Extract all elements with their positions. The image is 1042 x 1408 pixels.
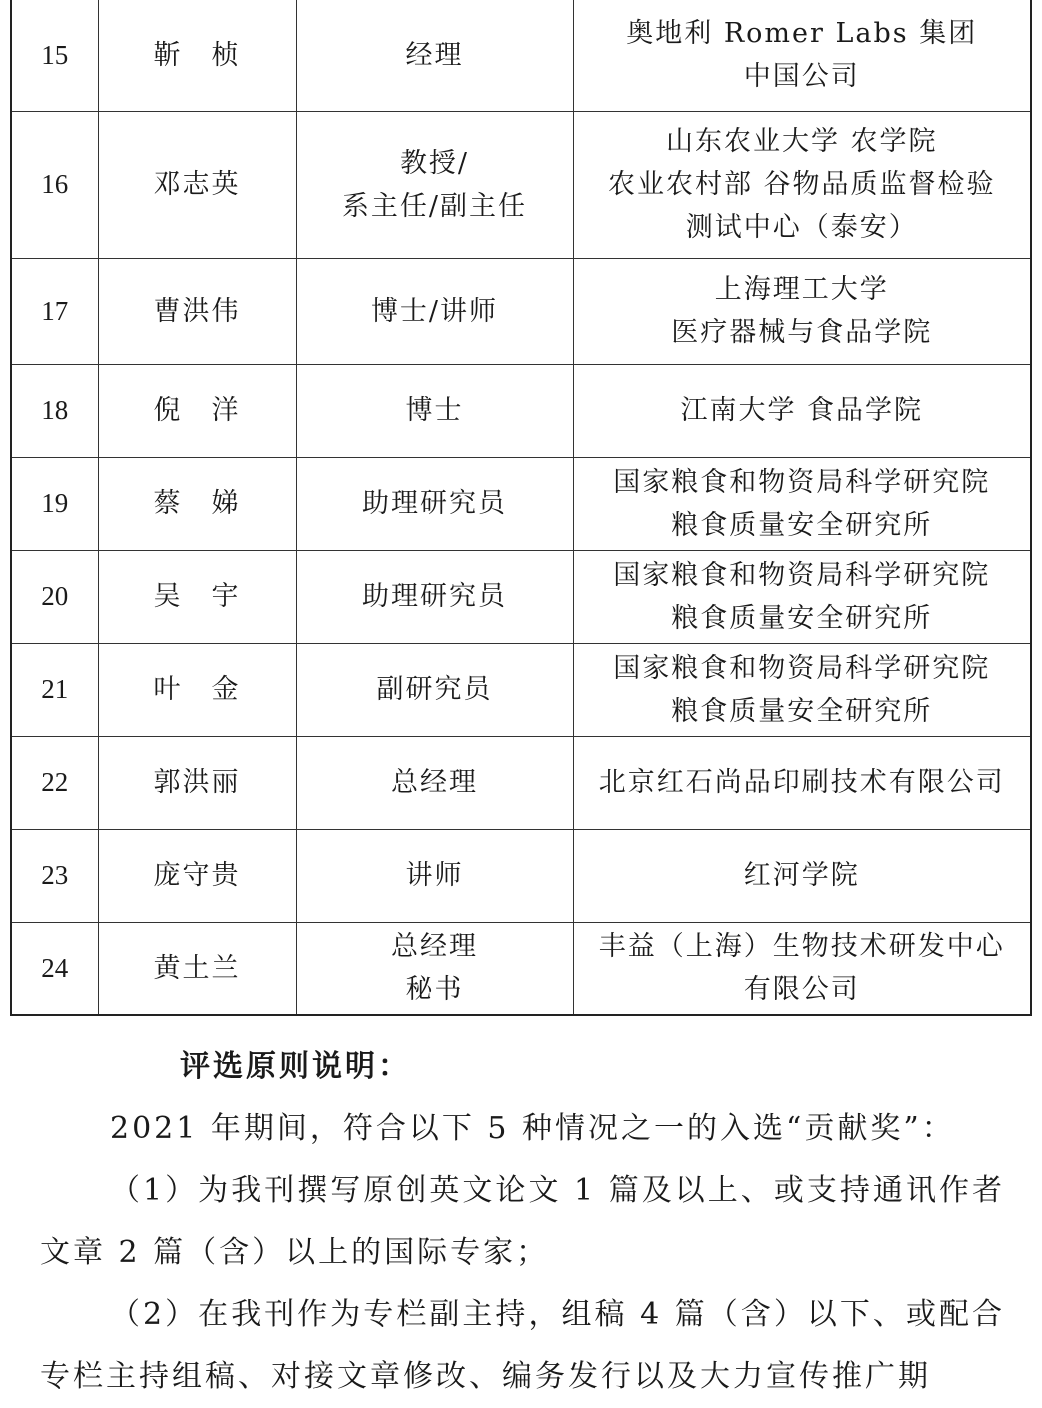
organization-line: 粮食质量安全研究所	[671, 509, 933, 541]
title-line: 博士	[405, 395, 464, 426]
organization-line: 奥地利 Romer Labs 集团	[626, 18, 978, 50]
organization-line: 农业农村部 谷物品质监督检验	[607, 169, 996, 200]
organization-line: 粮食质量安全研究所	[671, 602, 933, 634]
row-number: 15	[11, 0, 98, 111]
table-row	[11, 0, 1031, 111]
notes-paragraph: （2）在我刊作为专栏副主持，组稿 4 篇（含）以下、或配合专栏主持组稿、对接文章修改、编务发行以及大力宣传推广期	[40, 1297, 1005, 1394]
organization-line: 北京红石尚品印刷技术有限公司	[598, 767, 1005, 798]
organization-line: 国家粮食和物资局科学研究院	[613, 559, 991, 591]
person-title	[296, 829, 573, 922]
person-title	[296, 364, 573, 457]
person-name: 倪 洋	[98, 364, 296, 457]
title-line: 系主任/副主任	[341, 190, 528, 222]
row-number: 17	[11, 258, 98, 364]
table-row	[11, 550, 1031, 643]
person-title	[296, 111, 573, 258]
person-name: 吴 宇	[98, 550, 296, 643]
table-row	[11, 829, 1031, 922]
title-line: 总经理	[391, 931, 478, 963]
person-title	[296, 0, 573, 111]
person-name: 庞守贵	[98, 829, 296, 922]
row-number: 24	[11, 922, 98, 1015]
row-number: 16	[11, 111, 98, 258]
row-number: 21	[11, 643, 98, 736]
organization-line: 红河学院	[743, 860, 860, 891]
organization	[573, 829, 1031, 922]
title-line: 秘书	[405, 974, 464, 1006]
title-line: 总经理	[391, 767, 478, 798]
title-line: 教授/	[399, 147, 470, 179]
organization-line: 粮食质量安全研究所	[671, 695, 933, 727]
person-title	[296, 550, 573, 643]
organization	[573, 643, 1031, 736]
person-title	[296, 457, 573, 550]
organization	[573, 550, 1031, 643]
title-line: 助理研究员	[362, 488, 507, 519]
row-number: 20	[11, 550, 98, 643]
title-line: 博士/讲师	[370, 295, 499, 327]
table-row	[11, 736, 1031, 829]
selection-notes	[40, 1036, 1005, 1408]
award-roster-table	[10, 0, 1032, 1016]
title-line: 副研究员	[376, 674, 493, 705]
table-row	[11, 258, 1031, 364]
person-title	[296, 258, 573, 364]
table-row	[11, 457, 1031, 550]
person-name: 黄土兰	[98, 922, 296, 1015]
organization-line: 有限公司	[743, 974, 860, 1006]
organization-line: 测试中心（泰安）	[685, 212, 918, 243]
person-name: 郭洪丽	[98, 736, 296, 829]
table-row	[11, 111, 1031, 258]
row-number: 18	[11, 364, 98, 457]
organization	[573, 922, 1031, 1015]
person-title	[296, 922, 573, 1015]
organization-line: 江南大学 食品学院	[680, 395, 924, 426]
title-line: 讲师	[405, 860, 464, 891]
roster-body	[11, 0, 1031, 1015]
organization	[573, 457, 1031, 550]
notes-paragraph: （1）为我刊撰写原创英文论文 1 篇及以上、或支持通讯作者文章 2 篇（含）以上的国际专家；	[40, 1173, 1005, 1270]
organization-line: 国家粮食和物资局科学研究院	[613, 466, 991, 498]
person-name: 邓志英	[98, 111, 296, 258]
organization-line: 中国公司	[743, 61, 860, 93]
organization-line: 丰益（上海）生物技术研发中心	[598, 931, 1005, 963]
organization	[573, 258, 1031, 364]
person-name: 蔡 娣	[98, 457, 296, 550]
organization-line: 上海理工大学	[714, 274, 889, 305]
person-name: 叶 金	[98, 643, 296, 736]
table-row	[11, 364, 1031, 457]
title-line: 经理	[405, 39, 464, 71]
table-row	[11, 643, 1031, 736]
person-name: 曹洪伟	[98, 258, 296, 364]
notes-paragraph: 2021 年期间，符合以下 5 种情况之一的入选“贡献奖”：	[110, 1111, 955, 1146]
notes-heading: 评选原则说明：	[180, 1049, 411, 1084]
organization	[573, 111, 1031, 258]
person-title	[296, 736, 573, 829]
row-number: 23	[11, 829, 98, 922]
organization-line: 山东农业大学 农学院	[665, 126, 938, 157]
table-row	[11, 922, 1031, 1015]
person-title	[296, 643, 573, 736]
row-number: 22	[11, 736, 98, 829]
organization	[573, 0, 1031, 111]
organization-line: 国家粮食和物资局科学研究院	[613, 652, 991, 684]
person-name: 靳 桢	[98, 0, 296, 111]
organization	[573, 736, 1031, 829]
organization-line: 医疗器械与食品学院	[671, 317, 933, 348]
row-number: 19	[11, 457, 98, 550]
organization	[573, 364, 1031, 457]
title-line: 助理研究员	[362, 581, 507, 612]
